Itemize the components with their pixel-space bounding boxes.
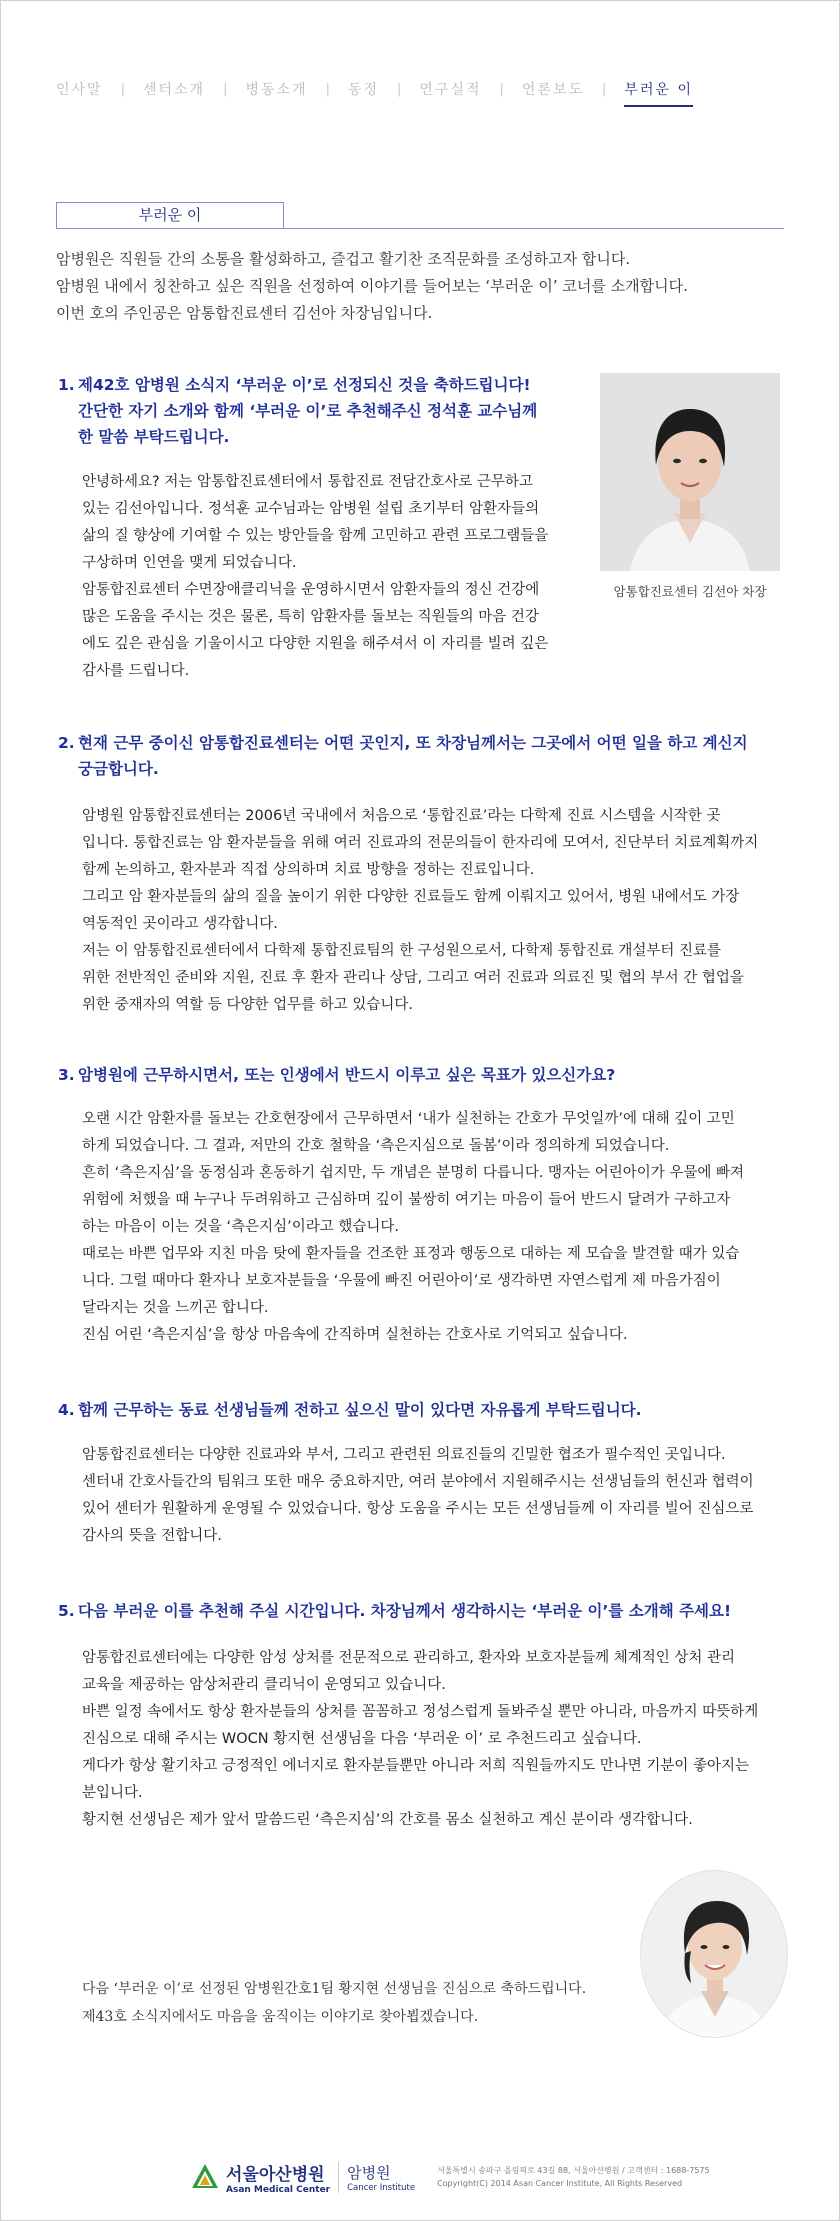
question-line: 함께 근무하는 동료 선생님들께 전하고 싶으신 말이 있다면 자유롭게 부탁드립니다. [78, 1401, 642, 1419]
answer-line: 암통합진료센터는 다양한 진료과와 부서, 그리고 관련된 의료진들의 긴밀한 협조가 필수적인 곳입니다. [82, 1447, 726, 1463]
question-number: 1. [58, 376, 75, 394]
closing-line: 제43호 소식지에서도 마음을 움직이는 이야기로 찾아뵙겠습니다. [82, 2009, 479, 2025]
answer-line: 황지현 선생님은 제가 앞서 말씀드린 ‘측은지심’의 간호를 몸소 실천하고 계신 분이라 생각합니다. [82, 1812, 693, 1828]
nav-separator: | [120, 81, 125, 97]
hospital-emblem-icon [190, 2162, 220, 2192]
answer-line: 니다. 그럴 때마다 환자나 보호자분들을 ‘우물에 빠진 어린아이’로 생각하면 자연스럽게 제 마음가짐이 [82, 1273, 721, 1289]
nav-item-ward[interactable]: 병동소개 [245, 82, 308, 98]
intro-line: 암병원은 직원들 간의 소통을 활성화하고, 즐겁고 활기찬 조직문화를 조성하고자 합니다. [56, 250, 631, 268]
cancer-institute-ko: 암병원 [347, 2163, 391, 2182]
portrait-illustration [600, 373, 780, 571]
footer [190, 2155, 710, 2199]
answer-line: 함께 논의하고, 환자분과 직접 상의하며 치료 방향을 정하는 진료입니다. [82, 862, 535, 878]
answer-line: 위한 전반적인 준비와 지원, 진료 후 환자 관리나 상담, 그리고 여러 진료과 의료진 및 협의 부서 간 협업을 [82, 970, 744, 986]
answer-line: 진심 어린 ‘측은지심’을 항상 마음속에 간직하며 실천하는 간호사로 기억되고 싶습니다. [82, 1327, 628, 1343]
intro-paragraph [56, 246, 786, 327]
answer-line: 오랜 시간 암환자를 돌보는 간호현장에서 근무하면서 ‘내가 실천하는 간호가 무엇일까’에 대해 깊이 고민 [82, 1111, 735, 1127]
answer-line: 진심으로 대해 주시는 WOCN 황지현 선생님을 다음 ‘부러운 이’ 로 추천드리고 싶습니다. [82, 1731, 642, 1747]
question-number: 3. [58, 1066, 75, 1084]
cancer-institute-en: Cancer Institute [347, 2182, 416, 2193]
nav-separator: | [325, 81, 330, 97]
answer-line: 그리고 암 환자분들의 삶의 질을 높이기 위한 다양한 진료들도 함께 이뤄지고 있어서, 병원 내에서도 가장 [82, 889, 740, 905]
answer-3 [82, 1106, 792, 1349]
answer-line: 감사의 뜻을 전합니다. [82, 1528, 222, 1544]
question-line: 다음 부러운 이를 추천해 주실 시간입니다. 차장님께서 생각하시는 ‘부러운 이’를 소개해 주세요! [78, 1602, 732, 1620]
nav-separator: | [499, 81, 504, 97]
answer-line: 입니다. 통합진료는 암 환자분들을 위해 여러 진료과의 전문의들이 한자리에 모여서, 진단부터 치료계획까지 [82, 835, 759, 851]
answer-line: 에도 깊은 관심을 기울이시고 다양한 지원을 해주셔서 이 자리를 빌려 깊은 [82, 636, 549, 652]
answer-line: 바쁜 일정 속에서도 항상 환자분들의 상처를 꼼꼼하고 정성스럽게 돌봐주실 뿐만 아니라, 마음까지 따뜻하게 [82, 1704, 759, 1720]
question-3 [58, 1062, 788, 1088]
profile-photo [600, 373, 780, 571]
answer-line: 흔히 ‘측은지심’을 동정심과 혼동하기 쉽지만, 두 개념은 분명히 다릅니다. 맹자는 어린아이가 우물에 빠져 [82, 1165, 745, 1181]
question-line: 암병원에 근무하시면서, 또는 인생에서 반드시 이루고 싶은 목표가 있으신가요? [78, 1066, 616, 1084]
answer-line: 구상하며 인연을 맺게 되었습니다. [82, 555, 297, 571]
answer-line: 암병원 암통합진료센터는 2006년 국내에서 처음으로 ‘통합진료’라는 다학제 진료 시스템을 시작한 곳 [82, 808, 721, 824]
question-1 [58, 372, 578, 450]
question-2 [58, 730, 788, 782]
answer-line: 저는 이 암통합진료센터에서 다학제 통합진료팀의 한 구성원으로서, 다학제 통합진료 개설부터 진료를 [82, 943, 721, 959]
answer-line: 있어 센터가 원활하게 운영될 수 있었습니다. 항상 도움을 주시는 모든 선생님들께 이 자리를 빌어 진심으로 [82, 1501, 754, 1517]
logo-name-en: Asan Medical Center [226, 2184, 331, 2195]
nav-separator: | [223, 81, 228, 97]
question-line: 제42호 암병원 소식지 ‘부러운 이’로 선정되신 것을 축하드립니다! [78, 376, 531, 394]
nav-separator: | [397, 81, 402, 97]
answer-line: 있는 김선아입니다. 정석훈 교수님과는 암병원 설립 초기부터 암환자들의 [82, 501, 540, 517]
answer-5 [82, 1645, 792, 1834]
question-line: 궁금합니다. [78, 760, 159, 778]
question-number: 2. [58, 734, 75, 752]
hospital-logo[interactable] [190, 2160, 415, 2195]
question-5 [58, 1598, 788, 1624]
answer-2 [82, 803, 792, 1019]
nav-item-greeting[interactable]: 인사말 [56, 82, 103, 98]
nav-item-press[interactable]: 언론보도 [521, 82, 585, 98]
answer-line: 안녕하세요? 저는 암통합진료센터에서 통합진료 전담간호사로 근무하고 [82, 474, 533, 490]
answer-line: 위험에 처했을 때 누구나 두려워하고 근심하며 깊이 불쌍히 여기는 마음이 들어 반드시 달려가 구하고자 [82, 1192, 731, 1208]
nav-item-news[interactable]: 동정 [347, 82, 380, 98]
footer-address: 서울특별시 송파구 올림픽로 43길 88, 서울아산병원 / 고객센터 : 1688-7575 [437, 2166, 710, 2175]
intro-line: 암병원 내에서 칭찬하고 싶은 직원을 선정하여 이야기를 들어보는 ‘부러운 이’ 코너를 소개합니다. [56, 277, 688, 295]
answer-4 [82, 1442, 792, 1550]
intro-line: 이번 호의 주인공은 암통합진료센터 김선아 차장님입니다. [56, 304, 433, 322]
answer-line: 게다가 항상 활기차고 긍정적인 에너지로 환자분들뿐만 아니라 저희 직원들까지도 만나면 기분이 좋아지는 [82, 1758, 750, 1774]
answer-line: 암통합진료센터에는 다양한 암성 상처를 전문적으로 관리하고, 환자와 보호자분들께 체계적인 상처 관리 [82, 1650, 735, 1666]
answer-line: 위한 중재자의 역할 등 다양한 업무를 하고 있습니다. [82, 997, 414, 1013]
logo-name-ko: 서울아산병원 [226, 2164, 325, 2185]
portrait-illustration [641, 1871, 788, 2038]
answer-line: 역동적인 곳이라고 생각합니다. [82, 916, 278, 932]
question-line: 현재 근무 중이신 암통합진료센터는 어떤 곳인지, 또 차장님께서는 그곳에서 어떤 일을 하고 계신지 [78, 734, 748, 752]
nav-separator: | [602, 81, 607, 97]
answer-line: 센터내 간호사들간의 팀워크 또한 매우 중요하지만, 여러 분야에서 지원해주시는 선생님들의 헌신과 협력이 [82, 1474, 754, 1490]
answer-line: 하게 되었습니다. 그 결과, 저만의 간호 철학을 ‘측은지심으로 돌봄’이라 정의하게 되었습니다. [82, 1138, 670, 1154]
nav-item-center[interactable]: 센터소개 [142, 82, 206, 98]
answer-1 [82, 469, 592, 685]
answer-line: 때로는 바쁜 업무와 지친 마음 탓에 환자들을 건조한 표정과 행동으로 대하는 제 모습을 발견할 때가 있습 [82, 1246, 740, 1262]
answer-line: 많은 도움을 주시는 것은 물론, 특히 암환자를 돌보는 직원들의 마음 건강 [82, 609, 539, 625]
closing-line: 다음 ‘부러운 이’로 선정된 암병원간호1팀 황지현 선생님을 진심으로 축하드립니다. [82, 1981, 587, 1997]
question-line: 간단한 자기 소개와 함께 ‘부러운 이’로 추천해주신 정석훈 교수님께 [78, 402, 538, 420]
answer-line: 교육을 제공하는 암상처관리 클리닉이 운영되고 있습니다. [82, 1677, 446, 1693]
question-4 [58, 1397, 788, 1423]
section-title: 부러운 이 [56, 202, 284, 229]
answer-line: 삶의 질 향상에 기여할 수 있는 방안들을 함께 고민하고 관련 프로그램들을 [82, 528, 549, 544]
section-title-rule [284, 228, 784, 229]
answer-line: 분입니다. [82, 1785, 143, 1801]
nav-item-envy-person[interactable]: 부러운 이 [624, 79, 693, 107]
top-nav [56, 76, 786, 102]
footer-copyright: Copyright(C) 2014 Asan Cancer Institute, All Rights Reserved [437, 2179, 683, 2188]
answer-line: 감사를 드립니다. [82, 663, 190, 679]
answer-line: 달라지는 것을 느끼곤 합니다. [82, 1300, 269, 1316]
profile-caption: 암통합진료센터 김선아 차장 [613, 584, 767, 599]
question-number: 5. [58, 1602, 75, 1620]
footer-info [437, 2164, 710, 2190]
answer-line: 암통합진료센터 수면장애클리닉을 운영하시면서 암환자들의 정신 건강에 [82, 582, 540, 598]
question-line: 한 말씀 부탁드립니다. [78, 428, 230, 446]
next-person-photo [640, 1870, 788, 2038]
question-number: 4. [58, 1401, 75, 1419]
answer-line: 하는 마음이 이는 것을 ‘측은지심’이라고 했습니다. [82, 1219, 400, 1235]
closing-note [82, 1975, 642, 2031]
nav-item-research[interactable]: 연구실적 [419, 82, 482, 98]
